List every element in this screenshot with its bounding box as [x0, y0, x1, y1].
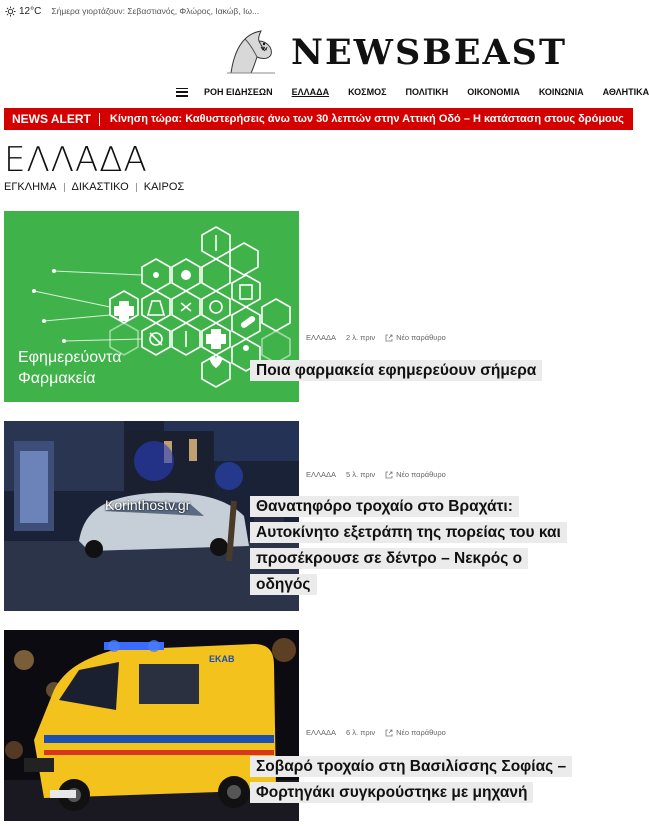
new-window-link[interactable]: Νέο παράθυρο: [385, 470, 446, 479]
article-category[interactable]: ΕΛΛΑΔΑ: [306, 333, 337, 342]
nav-item-greece[interactable]: ΕΛΛΑΔΑ: [291, 87, 330, 97]
menu-icon[interactable]: [176, 88, 188, 97]
external-link-icon: [385, 729, 393, 737]
nav-item-politics[interactable]: ΠΟΛΙΤΙΚΗ: [405, 87, 449, 97]
subnav-item-weather[interactable]: ΚΑΙΡΟΣ: [143, 181, 185, 193]
weather-widget[interactable]: [5, 6, 41, 17]
divider: [136, 183, 137, 192]
new-window-link[interactable]: Νέο παράθυρο: [385, 728, 446, 737]
news-alert-label: NEWS ALERT: [4, 113, 100, 126]
external-link-icon: [385, 334, 393, 342]
section-subnav: [4, 181, 184, 193]
logo-text: NEWSBEAST: [291, 31, 567, 73]
article-headline[interactable]: Θανατηφόρο τροχαίο στο Βραχάτι: Αυτοκίνητο εξετράπη της πορείας του και προσέκρουσε σε δέντρο – Νεκρός ο οδηγός: [250, 494, 567, 598]
nav-item-world[interactable]: ΚΟΣΜΟΣ: [348, 87, 387, 97]
top-bar: [0, 0, 633, 22]
news-alert-bar: [4, 108, 633, 130]
article-meta: [306, 470, 446, 479]
main-nav: [176, 84, 649, 100]
nav-item-society[interactable]: ΚΟΙΝΩΝΙΑ: [538, 87, 584, 97]
subnav-item-crime[interactable]: ΕΓΚΛΗΜΑ: [4, 181, 57, 193]
photo-watermark: Korinthostv.gr: [105, 497, 191, 513]
article-card: [4, 630, 633, 821]
article-time: 2 λ. πριν: [346, 333, 376, 342]
new-window-link[interactable]: Νέο παράθυρο: [385, 333, 446, 342]
divider: [64, 183, 65, 192]
nav-item-economy[interactable]: ΟΙΚΟΝΟΜΙΑ: [467, 87, 520, 97]
pharmacy-image-caption: Εφημερεύοντα Φαρμακεία: [18, 349, 122, 387]
article-time: 6 λ. πριν: [346, 728, 376, 737]
sun-icon: [5, 6, 16, 17]
ambulance-label: ΕΚΑΒ: [209, 654, 235, 664]
article-card: [4, 421, 633, 611]
article-headline[interactable]: Ποια φαρμακεία εφημερεύουν σήμερα: [250, 358, 542, 384]
article-category[interactable]: ΕΛΛΑΔΑ: [306, 470, 337, 479]
nameday-text: Σήμερα γιορτάζουν: Σεβαστιανός, Φλώρος, Ιακώβ, Ιω...: [51, 6, 260, 16]
shark-logo-icon: [225, 29, 277, 75]
site-logo[interactable]: [225, 28, 567, 76]
external-link-icon: [385, 471, 393, 479]
article-card: [4, 211, 633, 402]
news-alert-link[interactable]: Κίνηση τώρα: Καθυστερήσεις άνω των 30 λεπτών στην Αττική Οδό – Η κατάσταση στους δρόμους: [109, 113, 624, 125]
temperature: 12°C: [19, 5, 42, 17]
nav-item-feed[interactable]: ΡΟΗ ΕΙΔΗΣΕΩΝ: [204, 87, 273, 97]
article-meta: [306, 728, 446, 737]
article-time: 5 λ. πριν: [346, 470, 376, 479]
article-meta: [306, 333, 446, 342]
article-headline[interactable]: Σοβαρό τροχαίο στη Βασιλίσσης Σοφίας – Φορτηγάκι συγκρούστηκε με μηχανή: [250, 754, 572, 806]
page-title: ΕΛΛΑΔΑ: [4, 140, 148, 180]
article-category[interactable]: ΕΛΛΑΔΑ: [306, 728, 337, 737]
subnav-item-judicial[interactable]: ΔΙΚΑΣΤΙΚΟ: [71, 181, 129, 193]
nav-item-sports[interactable]: ΑΘΛΗΤΙΚΑ: [602, 87, 649, 97]
